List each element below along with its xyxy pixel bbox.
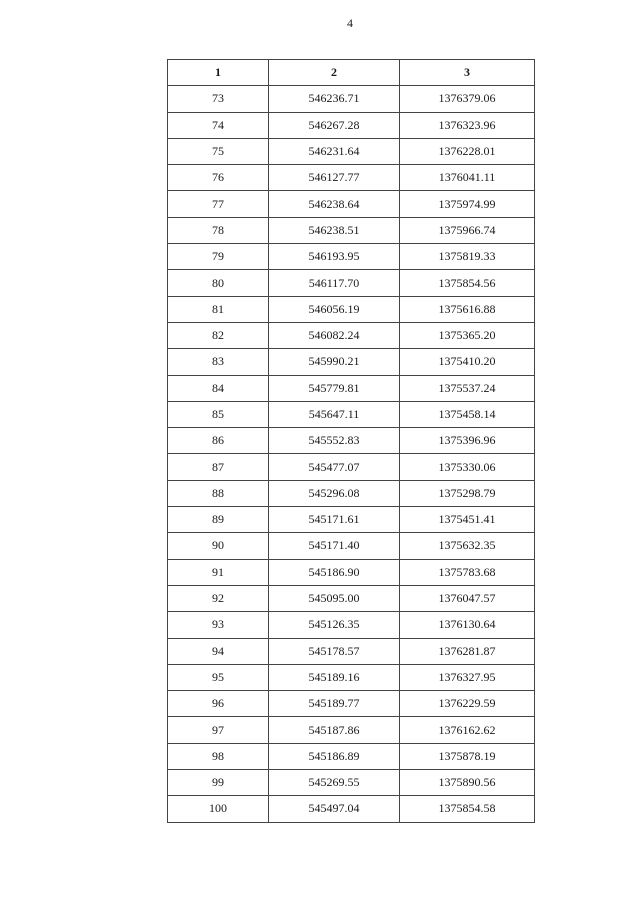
cell-x: 545186.89 — [269, 743, 400, 769]
cell-x: 545990.21 — [269, 349, 400, 375]
cell-x: 545779.81 — [269, 375, 400, 401]
cell-point-number: 98 — [168, 743, 269, 769]
cell-x: 545171.40 — [269, 533, 400, 559]
cell-y: 1375819.33 — [400, 244, 535, 270]
table-row — [168, 743, 535, 769]
cell-point-number: 84 — [168, 375, 269, 401]
table-row — [168, 296, 535, 322]
cell-x: 546236.71 — [269, 86, 400, 112]
table-row — [168, 559, 535, 585]
table-row — [168, 480, 535, 506]
cell-y: 1376162.62 — [400, 717, 535, 743]
table-row — [168, 165, 535, 191]
cell-point-number: 77 — [168, 191, 269, 217]
table-row — [168, 375, 535, 401]
cell-point-number: 99 — [168, 770, 269, 796]
page-number: 4 — [347, 16, 353, 30]
cell-point-number: 94 — [168, 638, 269, 664]
cell-x: 545178.57 — [269, 638, 400, 664]
cell-x: 545189.77 — [269, 691, 400, 717]
cell-point-number: 97 — [168, 717, 269, 743]
table-row — [168, 691, 535, 717]
cell-x: 545171.61 — [269, 507, 400, 533]
cell-y: 1375451.41 — [400, 507, 535, 533]
cell-point-number: 76 — [168, 165, 269, 191]
cell-x: 546082.24 — [269, 322, 400, 348]
table-row — [168, 428, 535, 454]
cell-point-number: 85 — [168, 401, 269, 427]
table-row — [168, 112, 535, 138]
cell-y: 1376130.64 — [400, 612, 535, 638]
cell-y: 1376379.06 — [400, 86, 535, 112]
table-row — [168, 401, 535, 427]
cell-point-number: 87 — [168, 454, 269, 480]
cell-y: 1375396.96 — [400, 428, 535, 454]
table-row — [168, 191, 535, 217]
cell-y: 1375783.68 — [400, 559, 535, 585]
cell-x: 546238.51 — [269, 217, 400, 243]
cell-point-number: 95 — [168, 664, 269, 690]
column-header-point-number: 1 — [168, 60, 269, 86]
cell-x: 546238.64 — [269, 191, 400, 217]
cell-x: 545477.07 — [269, 454, 400, 480]
cell-y: 1375878.19 — [400, 743, 535, 769]
table-row — [168, 638, 535, 664]
cell-y: 1376228.01 — [400, 138, 535, 164]
cell-x: 545187.86 — [269, 717, 400, 743]
cell-x: 545186.90 — [269, 559, 400, 585]
cell-x: 545296.08 — [269, 480, 400, 506]
table-row — [168, 717, 535, 743]
cell-point-number: 96 — [168, 691, 269, 717]
table-row — [168, 138, 535, 164]
cell-y: 1376229.59 — [400, 691, 535, 717]
table-row — [168, 612, 535, 638]
cell-point-number: 78 — [168, 217, 269, 243]
cell-point-number: 73 — [168, 86, 269, 112]
cell-point-number: 74 — [168, 112, 269, 138]
cell-x: 546267.28 — [269, 112, 400, 138]
cell-y: 1375966.74 — [400, 217, 535, 243]
cell-x: 545095.00 — [269, 585, 400, 611]
cell-point-number: 100 — [168, 796, 269, 822]
column-header-y: 3 — [400, 60, 535, 86]
cell-y: 1376041.11 — [400, 165, 535, 191]
cell-x: 546117.70 — [269, 270, 400, 296]
cell-x: 545189.16 — [269, 664, 400, 690]
cell-y: 1376323.96 — [400, 112, 535, 138]
cell-y: 1375365.20 — [400, 322, 535, 348]
cell-point-number: 80 — [168, 270, 269, 296]
table-row — [168, 454, 535, 480]
cell-x: 545552.83 — [269, 428, 400, 454]
cell-x: 546231.64 — [269, 138, 400, 164]
cell-y: 1375854.58 — [400, 796, 535, 822]
cell-y: 1376327.95 — [400, 664, 535, 690]
cell-y: 1375410.20 — [400, 349, 535, 375]
table-row — [168, 86, 535, 112]
cell-x: 545497.04 — [269, 796, 400, 822]
cell-x: 545647.11 — [269, 401, 400, 427]
cell-point-number: 81 — [168, 296, 269, 322]
cell-y: 1376047.57 — [400, 585, 535, 611]
table-row — [168, 322, 535, 348]
cell-y: 1375616.88 — [400, 296, 535, 322]
cell-point-number: 90 — [168, 533, 269, 559]
cell-point-number: 92 — [168, 585, 269, 611]
table-row — [168, 770, 535, 796]
cell-point-number: 82 — [168, 322, 269, 348]
cell-point-number: 79 — [168, 244, 269, 270]
cell-point-number: 86 — [168, 428, 269, 454]
cell-x: 546127.77 — [269, 165, 400, 191]
cell-point-number: 93 — [168, 612, 269, 638]
table-row — [168, 270, 535, 296]
cell-y: 1376281.87 — [400, 638, 535, 664]
cell-y: 1375632.35 — [400, 533, 535, 559]
table-header-row — [168, 60, 535, 86]
cell-y: 1375974.99 — [400, 191, 535, 217]
table-row — [168, 664, 535, 690]
table-body — [168, 86, 535, 822]
cell-x: 546056.19 — [269, 296, 400, 322]
cell-y: 1375458.14 — [400, 401, 535, 427]
cell-point-number: 91 — [168, 559, 269, 585]
cell-point-number: 89 — [168, 507, 269, 533]
table-row — [168, 349, 535, 375]
cell-y: 1375330.06 — [400, 454, 535, 480]
table-row — [168, 217, 535, 243]
table-row — [168, 585, 535, 611]
cell-x: 545126.35 — [269, 612, 400, 638]
cell-y: 1375890.56 — [400, 770, 535, 796]
cell-point-number: 88 — [168, 480, 269, 506]
cell-y: 1375854.56 — [400, 270, 535, 296]
table-row — [168, 533, 535, 559]
cell-point-number: 75 — [168, 138, 269, 164]
cell-x: 546193.95 — [269, 244, 400, 270]
table-row — [168, 507, 535, 533]
column-header-x: 2 — [269, 60, 400, 86]
cell-point-number: 83 — [168, 349, 269, 375]
cell-x: 545269.55 — [269, 770, 400, 796]
cell-y: 1375537.24 — [400, 375, 535, 401]
cell-y: 1375298.79 — [400, 480, 535, 506]
table-row — [168, 796, 535, 822]
coordinates-table — [167, 59, 535, 823]
table-row — [168, 244, 535, 270]
